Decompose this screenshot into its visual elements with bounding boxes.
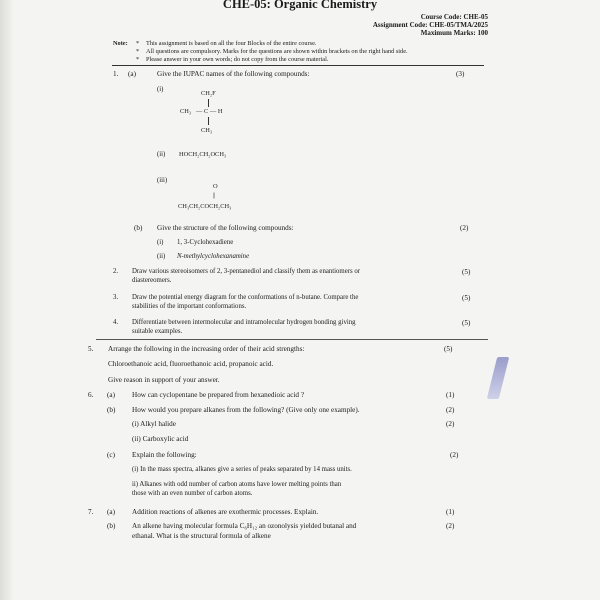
question-number: 2.: [113, 268, 119, 275]
course-code: Course Code: CHE-05: [420, 13, 488, 21]
marks: (5): [462, 294, 471, 302]
part-label: (a): [107, 508, 115, 516]
question-number: 6.: [88, 391, 94, 399]
question-number: 4.: [113, 319, 119, 326]
part-label: (b): [107, 522, 116, 530]
divider: [96, 339, 488, 340]
marks: (2): [446, 406, 455, 414]
note-line: All questions are compulsory. Marks for the questions are shown within brackets on the right hand side.: [146, 48, 408, 55]
question-number: 7.: [88, 508, 94, 516]
maximum-marks: Maximum Marks: 100: [420, 29, 488, 37]
question-text: Draw various stereoisomers of 2, 3-pentanediol and classify them as enantiomers or: [132, 268, 361, 275]
marks: (5): [462, 319, 471, 327]
note-label: Note:: [113, 40, 128, 47]
note-bullet-icon: *: [136, 48, 140, 55]
formula: CH₃CH₂COCH₂CH₃: [178, 203, 232, 210]
question-text: Give the IUPAC names of the following compounds:: [157, 70, 310, 78]
question-text: How would you prepare alkanes from the following? (Give only one example).: [132, 406, 360, 414]
question-number: 5.: [88, 345, 94, 353]
bond-line: [208, 117, 209, 125]
question-text: Give the structure of the following compounds:: [157, 224, 294, 232]
question-text: Explain the following:: [132, 451, 197, 459]
question-text: Arrange the following in the increasing order of their acid strengths:: [108, 345, 305, 353]
marks: (1): [446, 508, 455, 516]
question-number: 1.: [113, 70, 119, 78]
marks: (2): [460, 224, 469, 232]
page-shadow: [0, 0, 14, 600]
marks: (3): [456, 70, 465, 78]
structure-text: — C — H: [196, 108, 223, 115]
double-bond: ||: [213, 193, 216, 199]
marks: (1): [446, 391, 455, 399]
structure-text: CH₂F: [201, 90, 216, 97]
note-line: Please answer in your own words; do not copy from the course material.: [146, 56, 329, 63]
sub-item: ii) Alkanes with odd number of carbon atoms have lower melting points than: [132, 481, 342, 488]
question-number: 3.: [113, 294, 119, 301]
bond-line: [208, 99, 209, 107]
marks: (2): [450, 451, 459, 459]
sub-label: (i): [157, 86, 164, 93]
part-label: (c): [107, 451, 115, 459]
part-label: (b): [134, 224, 143, 232]
part-label: (b): [107, 406, 116, 414]
divider: [112, 65, 484, 66]
document-title: CHE-05: Organic Chemistry: [222, 0, 378, 11]
sub-item: those with an even number of carbon atoms.: [132, 490, 253, 497]
question-text: An alkene having molecular formula C₆H₁₂ an ozonolysis yielded butanal and: [132, 522, 357, 530]
assignment-code: Assignment Code: CHE-05/TMA/2025: [372, 21, 488, 29]
question-text: suitable examples.: [132, 328, 183, 335]
question-text: diastereomers.: [132, 277, 172, 284]
sub-item: (ii) Carboxylic acid: [132, 435, 189, 443]
marks: (2): [446, 522, 455, 530]
marks: (2): [446, 420, 455, 428]
sub-item: (i) In the mass spectra, alkanes give a series of peaks separated by 14 mass units.: [132, 466, 352, 473]
compound-name: N-methylcyclohexanamine: [177, 253, 250, 260]
note-bullet-icon: *: [136, 40, 140, 47]
question-text: Addition reactions of alkenes are exothermic processes. Explain.: [132, 508, 319, 516]
question-text: Chloroethanoic acid, fluoroethanoic acid, propanoic acid.: [108, 360, 274, 368]
sub-label: (ii): [157, 151, 166, 158]
note-line: This assignment is based on all the four Blocks of the entire course.: [146, 40, 317, 47]
sub-label: (ii): [157, 253, 166, 260]
question-text: How can cyclopentane be prepared from hexanedioic acid ?: [132, 391, 305, 399]
sub-label: (i): [157, 239, 164, 246]
question-text: Differentiate between intermolecular and intramolecular hydrogen bonding giving: [132, 319, 356, 326]
question-text: Give reason in support of your answer.: [108, 376, 220, 384]
ink-mark: [487, 357, 509, 399]
structure-text: CH₃: [201, 127, 213, 134]
structure-text: CH₃: [180, 108, 192, 115]
formula: HOCH₂CH₂OCH₃: [179, 151, 227, 158]
question-text: ethanal. What is the structural formula of alkene: [132, 532, 271, 540]
part-label: (a): [128, 70, 136, 78]
marks: (5): [444, 345, 453, 353]
sub-item: (i) Alkyl halide: [132, 420, 176, 428]
structure-text: O: [213, 183, 218, 190]
note-bullet-icon: *: [136, 56, 140, 63]
question-text: stabilities of the important conformations.: [132, 303, 247, 310]
question-text: Draw the potential energy diagram for the conformations of n-butane. Compare the: [132, 294, 359, 301]
marks: (5): [462, 268, 471, 276]
compound-name: 1, 3-Cyclohexadiene: [177, 239, 234, 246]
part-label: (a): [107, 391, 115, 399]
sub-label: (iii): [157, 177, 168, 184]
